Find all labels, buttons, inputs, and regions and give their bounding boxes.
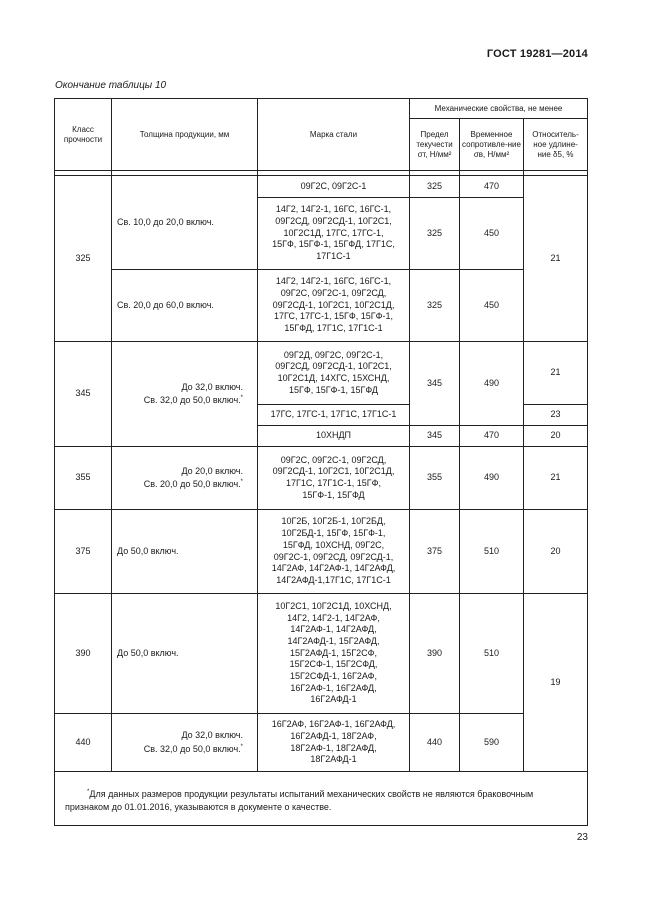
yield-cell: 325 (410, 176, 460, 198)
grade-cell: 09Г2Д, 09Г2С, 09Г2С-1, 09Г2СД, 09Г2СД-1, 10Г2С1, 10Г2С1Д, 14ХГС, 15ХСНД, 15ГФ, 15ГФ-1, 15ГФД (258, 342, 410, 405)
table-row (55, 510, 588, 594)
tensile-cell: 450 (460, 198, 524, 270)
table-row (55, 342, 588, 405)
yield-cell: 345 (410, 342, 460, 426)
elongation-cell: 20 (524, 426, 588, 447)
table-row (55, 176, 588, 198)
strength-class-cell: 440 (55, 714, 112, 772)
yield-cell: 325 (410, 198, 460, 270)
footnote-marker: * (240, 743, 243, 750)
header-yield-unit: σт, Н/мм² (417, 149, 452, 159)
strength-class-cell: 345 (55, 342, 112, 447)
grade-cell: 17ГС, 17ГС-1, 17Г1С, 17Г1С-1 (258, 405, 410, 426)
tensile-cell: 470 (460, 426, 524, 447)
grade-cell: 16Г2АФ, 16Г2АФ-1, 16Г2АФД, 16Г2АФД-1, 18Г2АФ, 18Г2АФ-1, 18Г2АФД, 18Г2АФД-1 (258, 714, 410, 772)
grade-cell: 14Г2, 14Г2-1, 16ГС, 16ГС-1, 09Г2СД, 09Г2СД-1, 10Г2С1, 10Г2С1Д, 17ГС, 17ГС-1, 15ГФ, 15ГФ-1, 15ГФД, 17Г1С, 17Г1С-1 (258, 198, 410, 270)
elongation-cell: 20 (524, 510, 588, 594)
elongation-cell: 21 (524, 176, 588, 342)
yield-cell: 355 (410, 447, 460, 510)
tensile-cell: 510 (460, 510, 524, 594)
table-caption: Окончание таблицы 10 (55, 80, 167, 91)
footnote-marker: * (87, 789, 90, 795)
grade-cell: 10Г2С1, 10Г2С1Д, 10ХСНД, 14Г2, 14Г2-1, 14Г2АФ, 14Г2АФ-1, 14Г2АФД, 14Г2АФД-1, 15Г2АФД, 15Г2АФД-1, 15Г2СФ, 15Г2СФ-1, 15Г2СФД, 15Г2СФД-1, 16Г2АФ, 16Г2АФ-1, 16Г2АФД, 16Г2АФД-1 (258, 594, 410, 714)
strength-class-cell: 355 (55, 447, 112, 510)
header-elongation-unit: ние δ5, % (537, 149, 574, 159)
thickness-cell: Св. 20,0 до 60,0 включ. (112, 270, 258, 342)
elongation-cell: 23 (524, 405, 588, 426)
tensile-cell: 590 (460, 714, 524, 772)
footnote-marker: * (240, 479, 243, 485)
header-yield-label: Предел текучести (416, 129, 453, 149)
thickness-text: До 32,0 включ. Св. 32,0 до 50,0 включ. (143, 730, 243, 754)
yield-cell: 325 (410, 270, 460, 342)
grade-cell: 09Г2С, 09Г2С-1 (258, 176, 410, 198)
header-mechanical-properties: Механические свойства, не менее (410, 99, 588, 119)
page-number: 23 (576, 832, 588, 843)
thickness-cell: Св. 10,0 до 20,0 включ. (112, 176, 258, 270)
header-yield (410, 119, 460, 171)
table-row (55, 594, 588, 714)
header-row-1 (55, 99, 588, 119)
thickness-cell (112, 714, 258, 772)
thickness-cell (112, 342, 258, 447)
yield-cell: 440 (410, 714, 460, 772)
strength-class-cell: 375 (55, 510, 112, 594)
yield-cell: 345 (410, 426, 460, 447)
header-tensile-unit: σв, Н/мм² (473, 149, 510, 159)
header-elongation-label: Относитель-ное удлине- (532, 129, 579, 149)
table-row (55, 270, 588, 342)
thickness-text: До 20,0 включ. Св. 20,0 до 50,0 включ. (143, 465, 243, 489)
header-strength-class: Класс прочности (55, 99, 112, 171)
header-tensile-label: Временное сопротивле-ние (462, 129, 521, 149)
tensile-cell: 510 (460, 594, 524, 714)
footnote-text: Для данных размеров продукции результаты испытаний механических свойств не являются браковочным признаком до 01.01.2016, указываются в документе о качестве. (65, 789, 534, 812)
thickness-text: До 32,0 включ. Св. 32,0 до 50,0 включ. (143, 381, 243, 405)
elongation-cell: 21 (524, 342, 588, 405)
grade-cell: 14Г2, 14Г2-1, 16ГС, 16ГС-1, 09Г2С, 09Г2С-1, 09Г2СД, 09Г2СД-1, 10Г2С1, 10Г2С1Д, 17ГС, 17ГС-1, 15ГФ, 15ГФ-1, 15ГФД, 17Г1С, 17Г1С-1 (258, 270, 410, 342)
mechanical-properties-table (54, 98, 588, 826)
header-steel-grade: Марка стали (258, 99, 410, 171)
footnote-marker: * (240, 395, 243, 401)
tensile-cell: 490 (460, 447, 524, 510)
table-row (55, 447, 588, 510)
footnote-cell (55, 772, 588, 826)
standard-designation: ГОСТ 19281—2014 (486, 48, 588, 60)
footnote-row (55, 772, 588, 826)
header-thickness: Толщина продукции, мм (112, 99, 258, 171)
table-row (55, 714, 588, 772)
thickness-cell (112, 447, 258, 510)
elongation-cell: 21 (524, 447, 588, 510)
tensile-cell: 490 (460, 342, 524, 426)
yield-cell: 375 (410, 510, 460, 594)
header-elongation (524, 119, 588, 171)
grade-cell: 10Г2Б, 10Г2Б-1, 10Г2БД, 10Г2БД-1, 15ГФ, 15ГФ-1, 15ГФД, 10ХСНД, 09Г2С, 09Г2С-1, 09Г2СД, 09Г2СД-1, 14Г2АФ, 14Г2АФ-1, 14Г2АФД, 14Г2АФД-1,17Г1С, 17Г1С-1 (258, 510, 410, 594)
grade-cell: 10ХНДП (258, 426, 410, 447)
tensile-cell: 450 (460, 270, 524, 342)
grade-cell: 09Г2С, 09Г2С-1, 09Г2СД, 09Г2СД-1, 10Г2С1, 10Г2С1Д, 17Г1С, 17Г1С-1, 15ГФ, 15ГФ-1, 15ГФД (258, 447, 410, 510)
thickness-cell: До 50,0 включ. (112, 510, 258, 594)
elongation-cell: 19 (524, 594, 588, 772)
thickness-cell: До 50,0 включ. (112, 594, 258, 714)
yield-cell: 390 (410, 594, 460, 714)
strength-class-cell: 325 (55, 176, 112, 342)
strength-class-cell: 390 (55, 594, 112, 714)
header-tensile (460, 119, 524, 171)
tensile-cell: 470 (460, 176, 524, 198)
